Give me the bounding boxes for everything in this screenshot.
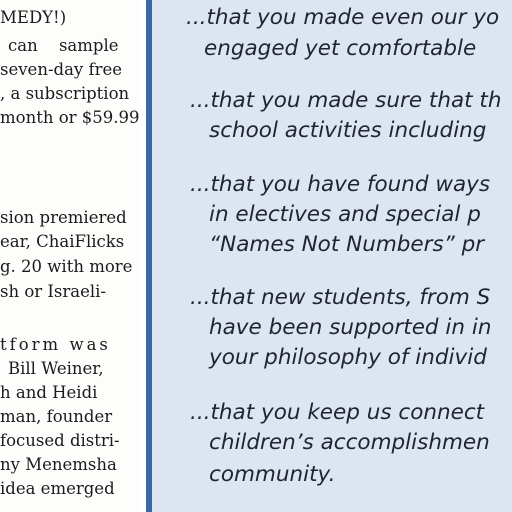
list-item-1-line-1: ...that you made even our yo	[186, 5, 500, 30]
article-line: man, founder	[0, 407, 113, 426]
gratitude-list-panel	[152, 0, 512, 512]
article-line: tform was	[0, 335, 111, 354]
article-line: h and Heidi	[0, 383, 98, 402]
article-line: month or $59.99	[0, 108, 140, 127]
article-line: can sample	[8, 36, 119, 55]
list-item-4-line-3: your philosophy of individ	[209, 345, 487, 370]
article-line: ear, ChaiFlicks	[0, 232, 125, 251]
article-line: sh or Israeli-	[0, 282, 107, 301]
list-item-4-line-2: have been supported in in	[209, 315, 492, 340]
article-line: sion premiered	[0, 208, 127, 227]
list-item-3-line-2: in electives and special p	[209, 202, 481, 227]
list-item-2-line-1: ...that you made sure that th	[190, 88, 502, 113]
list-item-4-line-1: ...that new students, from S	[190, 285, 491, 310]
article-line: seven-day free	[0, 60, 123, 79]
article-line: g. 20 with more	[0, 257, 133, 276]
article-line: Bill Weiner,	[8, 359, 104, 378]
list-item-5-line-2: children’s accomplishmen	[209, 430, 490, 455]
article-line: MEDY!)	[0, 8, 67, 27]
article-line: focused distri-	[0, 431, 120, 450]
list-item-1-line-2: engaged yet comfortable	[204, 36, 477, 61]
list-item-5-line-3: community.	[209, 462, 336, 487]
newspaper-article-column	[0, 0, 140, 512]
article-line: , a subscription	[0, 84, 130, 103]
list-item-5-line-1: ...that you keep us connect	[190, 400, 485, 425]
list-item-3-line-3: “Names Not Numbers” pr	[209, 232, 485, 257]
article-line: idea emerged	[0, 479, 115, 498]
article-line: ny Menemsha	[0, 455, 117, 474]
list-item-2-line-2: school activities including	[209, 118, 487, 143]
list-item-3-line-1: ...that you have found ways	[190, 172, 491, 197]
